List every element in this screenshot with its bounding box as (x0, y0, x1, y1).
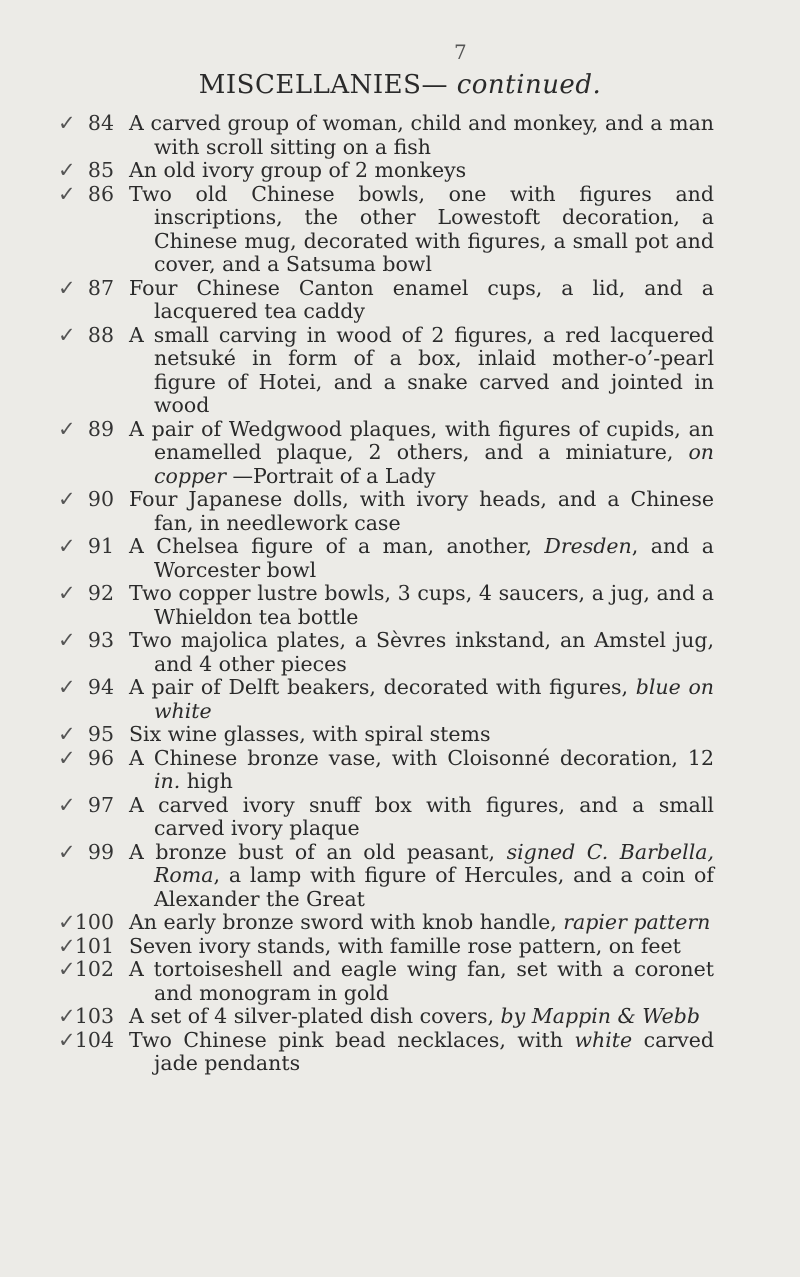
list-item (0, 582, 800, 629)
lot-number: 95 (87, 722, 114, 746)
lot-description: A Chinese bronze vase, with Cloisonné decoration, 12 in. high (129, 745, 714, 793)
lot-number: 91 (87, 534, 114, 558)
list-item (0, 535, 800, 582)
lot-number: 87 (87, 275, 114, 300)
check-mark-icon: ✓ (58, 957, 76, 981)
lot-number: 104 (74, 1027, 114, 1052)
check-mark-icon: ✓ (58, 675, 76, 699)
lot-description: A pair of Delft beakers, decorated with figures, blue on white (129, 675, 714, 723)
check-mark-icon: ✓ (58, 487, 76, 511)
list-item (0, 958, 800, 1005)
lot-description: An early bronze sword with knob handle, rapier pattern (129, 910, 711, 934)
lot-description: An old ivory group of 2 monkeys (129, 158, 467, 182)
lot-number: 86 (87, 181, 114, 206)
check-mark-icon: ✓ (58, 910, 76, 934)
lot-number: 99 (87, 839, 114, 864)
lot-number: 90 (87, 487, 114, 511)
lot-description: A set of 4 silver-plated dish covers, by Mappin & Webb (129, 1004, 701, 1028)
check-mark-icon: ✓ (58, 839, 76, 864)
lot-number: 103 (74, 1004, 114, 1028)
lot-description: Four Japanese dolls, with ivory heads, and a Chinese fan, in needlework case (129, 487, 714, 535)
lot-number: 92 (87, 581, 114, 605)
check-mark-icon: ✓ (58, 745, 76, 770)
list-item (0, 1005, 800, 1029)
page-number: 7 (454, 40, 467, 64)
lot-description: Six wine glasses, with spiral stems (129, 722, 491, 746)
lot-description: Four Chinese Canton enamel cups, a lid, and a lacquered tea caddy (129, 275, 714, 323)
list-item (0, 841, 800, 912)
list-item (0, 277, 800, 324)
check-mark-icon: ✓ (58, 933, 76, 958)
lot-number: 88 (87, 322, 114, 347)
check-mark-icon: ✓ (58, 275, 76, 300)
list-item (0, 159, 800, 183)
lot-description: Two copper lustre bowls, 3 cups, 4 saucers, a jug, and a Whieldon tea bottle (129, 581, 714, 629)
lot-number: 89 (87, 416, 114, 441)
lot-number: 101 (74, 933, 114, 958)
list-item (0, 723, 800, 747)
check-mark-icon: ✓ (58, 1027, 76, 1052)
list-item (0, 1029, 800, 1076)
list-item (0, 488, 800, 535)
page-heading (0, 70, 800, 100)
lot-number: 96 (87, 745, 114, 770)
heading-continued: continued. (456, 70, 602, 100)
lot-description: Two majolica plates, a Sèvres inkstand, an Amstel jug, and 4 other pieces (129, 628, 714, 676)
check-mark-icon: ✓ (58, 628, 76, 652)
list-item (0, 935, 800, 959)
check-mark-icon: ✓ (58, 1004, 76, 1028)
lot-description: Two Chinese pink bead necklaces, with white carved jade pendants (129, 1027, 714, 1075)
check-mark-icon: ✓ (58, 581, 76, 605)
check-mark-icon: ✓ (58, 534, 76, 558)
check-mark-icon: ✓ (58, 158, 76, 182)
list-item (0, 794, 800, 841)
lot-number: 93 (87, 628, 114, 652)
lot-description: A tortoiseshell and eagle wing fan, set with a coronet and monogram in gold (129, 957, 714, 1005)
lot-number: 94 (87, 675, 114, 699)
list-item (0, 911, 800, 935)
lot-description: A bronze bust of an old peasant, signed C. Barbella, Roma, a lamp with figure of Hercules, and a coin of Alexander the Great (129, 839, 714, 911)
list-item (0, 183, 800, 277)
heading-title: MISCELLANIES— (198, 70, 448, 100)
list-item (0, 324, 800, 418)
list-item (0, 747, 800, 794)
lot-number: 97 (87, 792, 114, 817)
check-mark-icon: ✓ (58, 111, 76, 135)
lot-description: A carved ivory snuff box with figures, and a small carved ivory plaque (129, 792, 714, 840)
lot-number: 102 (74, 957, 114, 981)
lot-number: 85 (87, 158, 114, 182)
list-item (0, 418, 800, 489)
lot-description: Seven ivory stands, with famille rose pattern, on feet (129, 933, 681, 958)
lot-description: A small carving in wood of 2 figures, a red lacquered netsuké in form of a box, inlaid mother-o’-pearl figure of Hotei, and a snake carved and jointed in wood (129, 322, 714, 417)
list-item (0, 112, 800, 159)
lot-description: A Chelsea figure of a man, another, Dresden, and a Worcester bowl (129, 534, 714, 582)
lot-number: 84 (87, 111, 114, 135)
list-item (0, 676, 800, 723)
check-mark-icon: ✓ (58, 322, 76, 347)
lot-description: A carved group of woman, child and monkey, and a man with scroll sitting on a fish (129, 111, 714, 159)
lot-description: Two old Chinese bowls, one with figures and inscriptions, the other Lowestoft decoration, a Chinese mug, decorated with figures, a small pot and cover, and a Satsuma bowl (129, 181, 714, 276)
lot-list (0, 112, 800, 1076)
check-mark-icon: ✓ (58, 722, 76, 746)
check-mark-icon: ✓ (58, 416, 76, 441)
list-item (0, 629, 800, 676)
check-mark-icon: ✓ (58, 181, 76, 206)
lot-number: 100 (74, 910, 114, 934)
lot-description: A pair of Wedgwood plaques, with figures of cupids, an enamelled plaque, 2 others, and a miniature, on copper —Portrait of a Lady (129, 416, 714, 488)
check-mark-icon: ✓ (58, 792, 76, 817)
